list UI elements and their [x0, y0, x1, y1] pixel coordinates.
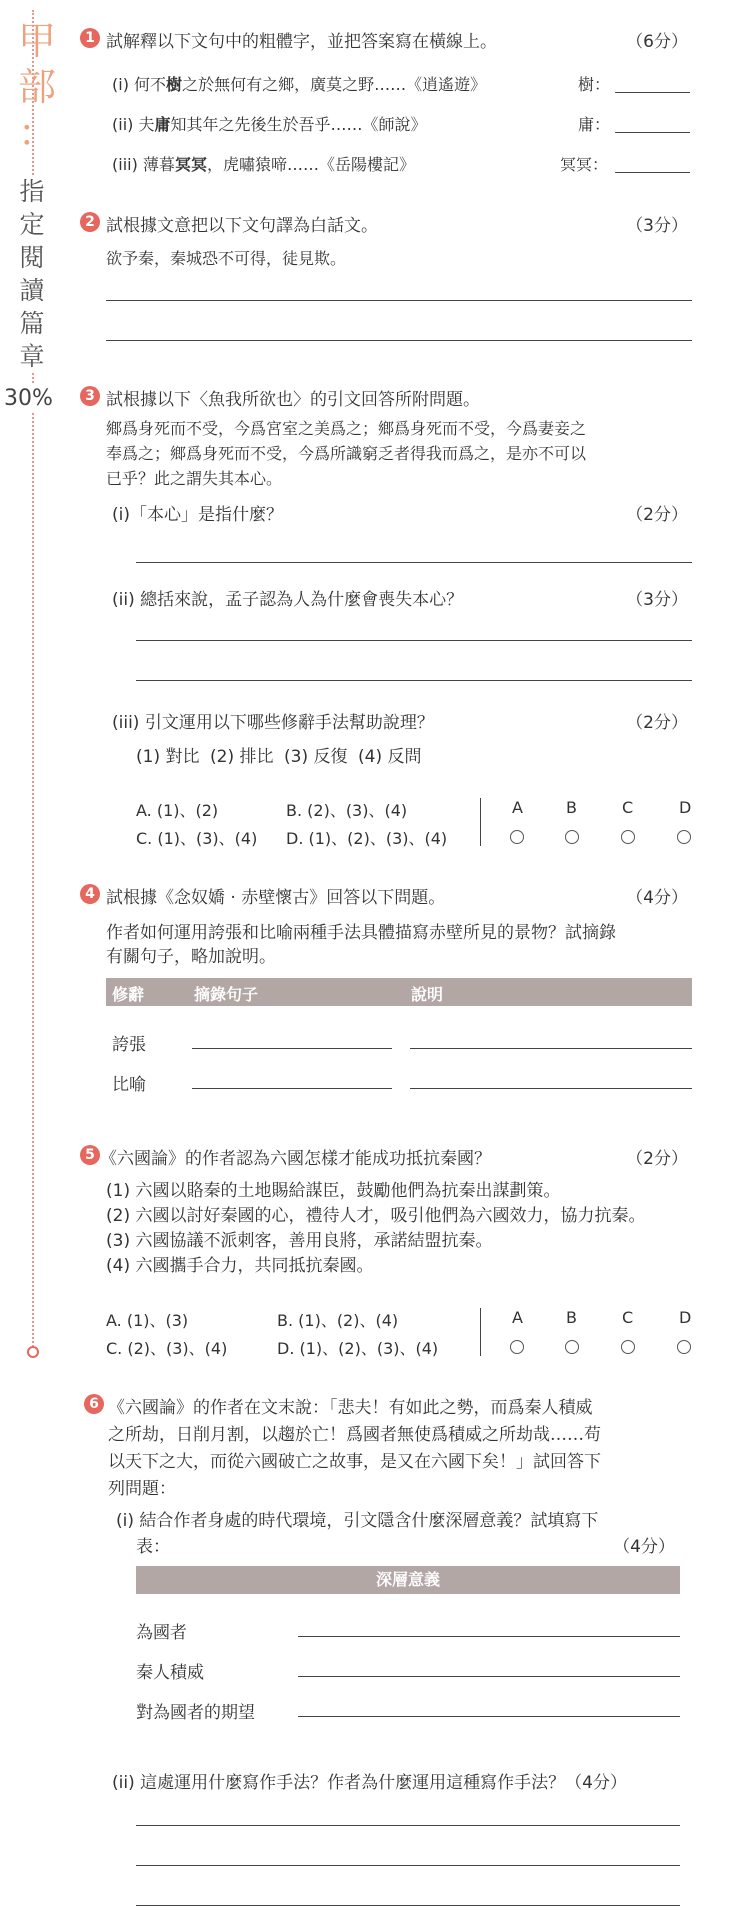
answer-bubble-a[interactable] — [510, 1340, 524, 1354]
section-title-char: ： — [18, 111, 57, 155]
answer-line[interactable] — [136, 680, 692, 681]
choice-letter: B — [566, 798, 577, 817]
q6-sub-i-cont: 表： — [136, 1537, 170, 1557]
q6-row-label: 秦人積威 — [136, 1663, 204, 1683]
q3-sub-ii-marks: （3分） — [626, 590, 688, 610]
q3-choice: A. (1)、(2) — [136, 801, 219, 820]
sub-label: (ii) — [112, 590, 135, 610]
q3-sub-iii — [112, 708, 434, 733]
q1-key-3: 冥冥： — [560, 155, 609, 174]
q5-prompt: 《六國論》的作者認為六國怎樣才能成功抵抗秦國？ — [100, 1149, 491, 1169]
sub-text: 總括來說，孟子認為人為什麼會喪失本心？ — [140, 590, 464, 610]
q5-choice: C. (2)、(3)、(4) — [106, 1339, 228, 1358]
answer-bubble-d[interactable] — [677, 830, 691, 844]
q5-choice: A. (1)、(3) — [106, 1311, 189, 1330]
q3-option: (3) 反復 — [284, 747, 348, 767]
item-label: (ii) — [112, 115, 134, 134]
answer-line[interactable] — [106, 300, 692, 301]
q1-marks: （6分） — [626, 32, 688, 52]
q1-key-1: 樹： — [578, 75, 611, 94]
item-label: (i) — [112, 75, 129, 94]
q6-passage-line: 以天下之大，而從六國破亡之故事，是又在六國下矣！」試回答下 — [108, 1452, 601, 1472]
q5-choice: B. (1)、(2)、(4) — [277, 1311, 399, 1330]
q1-item-2 — [112, 112, 427, 135]
answer-line[interactable] — [615, 92, 690, 93]
sub-label: (iii) — [112, 713, 140, 733]
item-label: (iii) — [112, 155, 138, 174]
answer-line[interactable] — [136, 1865, 680, 1866]
choice-letter: A — [512, 1308, 523, 1327]
q3-sub-ii — [112, 585, 463, 610]
item-text: 知其年之先後生於吾乎……《師說》 — [170, 115, 427, 134]
q4-row-label: 誇張 — [112, 1035, 146, 1055]
q3-choice: D. (1)、(2)、(3)、(4) — [286, 829, 448, 848]
question-number-6: 6 — [84, 1394, 104, 1414]
section-subtitle-char: 篇 — [19, 309, 45, 338]
item-text: 薄暮 — [142, 155, 175, 174]
q2-marks: （3分） — [626, 216, 688, 236]
item-text: 之於無何有之鄉，廣莫之野……《逍遙遊》 — [182, 75, 487, 94]
q6-passage-line: 列問題： — [108, 1479, 176, 1499]
answer-bubble-b[interactable] — [565, 1340, 579, 1354]
q4-marks: （4分） — [626, 888, 688, 908]
choice-letter: A — [512, 798, 523, 817]
section-subtitle-char: 章 — [19, 342, 45, 371]
answer-bubble-b[interactable] — [565, 830, 579, 844]
q3-prompt: 試根據以下〈魚我所欲也〉的引文回答所附問題。 — [106, 390, 480, 410]
q5-choice: D. (1)、(2)、(3)、(4) — [277, 1339, 439, 1358]
answer-line[interactable] — [106, 340, 692, 341]
item-bold-word: 庸 — [154, 115, 171, 134]
choice-letter: B — [566, 1308, 577, 1327]
sub-label: (ii) — [112, 1773, 135, 1793]
q3-sub-iii-marks: （2分） — [626, 713, 688, 733]
question-number-5: 5 — [80, 1145, 100, 1165]
choice-letter: C — [622, 798, 634, 817]
section-subtitle-char: 讀 — [19, 276, 45, 305]
section-title-char: 甲 — [18, 19, 57, 63]
q3-passage-line: 奉爲之；鄉爲身死而不受，今爲所識窮乏者得我而爲之，是亦不可以 — [106, 444, 587, 463]
header-cell: 修辭 — [112, 985, 145, 1004]
q3-sub-i — [112, 500, 283, 525]
q6-sub-i — [116, 1506, 598, 1531]
q1-prompt: 試解釋以下文句中的粗體字，並把答案寫在橫線上。 — [106, 32, 497, 52]
section-percent: 30% — [4, 386, 53, 411]
answer-bubble-a[interactable] — [510, 830, 524, 844]
q3-option: (2) 排比 — [210, 747, 274, 767]
answer-line[interactable] — [136, 640, 692, 641]
section-subtitle-char: 閱 — [19, 243, 45, 272]
q4-question-line: 作者如何運用誇張和比喻兩種手法具體描寫赤壁所見的景物？試摘錄 — [106, 923, 616, 943]
item-text: 何不 — [134, 75, 167, 94]
answer-line[interactable] — [136, 1825, 680, 1826]
q5-statement: (1) 六國以賂秦的土地賜給謀臣，鼓勵他們為抗秦出謀劃策。 — [106, 1181, 561, 1201]
item-text: ，虎嘯猿啼……《岳陽樓記》 — [206, 155, 415, 174]
section-subtitle-char: 定 — [19, 210, 45, 239]
answer-line[interactable] — [615, 132, 690, 133]
q6-sub-i-marks: （4分） — [613, 1537, 675, 1557]
q6-passage-line: 《六國論》的作者在文末說：「悲夫！有如此之勢，而爲秦人積威 — [108, 1398, 593, 1418]
q3-passage-line: 鄉爲身死而不受，今爲宮室之美爲之；鄉爲身死而不受，今爲妻妾之 — [106, 419, 587, 438]
q3-choice: B. (2)、(3)、(4) — [286, 801, 408, 820]
sub-text: 結合作者身處的時代環境，引文隱含什麼深層意義？試填寫下 — [139, 1511, 599, 1531]
answer-line[interactable] — [136, 562, 692, 563]
q5-marks: （2分） — [626, 1149, 688, 1169]
section-subtitle-char: 指 — [19, 177, 45, 206]
header-cell: 摘錄句子 — [194, 985, 259, 1004]
q1-item-3 — [112, 152, 415, 175]
question-number-2: 2 — [80, 212, 100, 232]
q3-choice: C. (1)、(3)、(4) — [136, 829, 258, 848]
answer-line[interactable] — [192, 1048, 392, 1049]
sub-text: 「本心」是指什麼？ — [130, 505, 283, 525]
sub-text: 這處運用什麼寫作手法？作者為什麼運用這種寫作手法？（4分） — [140, 1773, 627, 1793]
answer-bubble-c[interactable] — [621, 830, 635, 844]
choice-letter: D — [679, 1308, 692, 1327]
sub-label: (i) — [112, 505, 130, 525]
q3-option: (1) 對比 — [136, 747, 200, 767]
q3-passage-line: 已乎？此之謂失其本心。 — [106, 469, 283, 488]
answer-bubble-d[interactable] — [677, 1340, 691, 1354]
q6-passage-line: 之所劫，日削月割，以趨於亡！爲國者無使爲積威之所劫哉……苟 — [108, 1425, 601, 1445]
choice-divider — [480, 1308, 481, 1356]
question-number-4: 4 — [80, 884, 100, 904]
sidebar-end-dot — [27, 1346, 39, 1358]
q5-statement: (3) 六國協議不派刺客，善用良將，承諾結盟抗秦。 — [106, 1231, 493, 1251]
q4-table-header — [106, 978, 692, 1006]
answer-line[interactable] — [136, 1905, 680, 1906]
q5-statement: (4) 六國攜手合力，共同抵抗秦國。 — [106, 1256, 374, 1276]
section-title-char: 部 — [18, 65, 57, 109]
q1-key-2: 庸： — [578, 115, 611, 134]
q6-row-label: 對為國者的期望 — [136, 1703, 255, 1723]
choice-letter: C — [622, 1308, 634, 1327]
item-text: 夫 — [138, 115, 155, 134]
answer-line[interactable] — [192, 1088, 392, 1089]
sub-text: 引文運用以下哪些修辭手法幫助說理？ — [144, 713, 434, 733]
question-number-1: 1 — [80, 28, 100, 48]
choice-letter: D — [679, 798, 692, 817]
q4-prompt: 試根據《念奴嬌 · 赤壁懷古》回答以下問題。 — [106, 888, 446, 908]
q6-sub-ii — [112, 1768, 627, 1793]
answer-line[interactable] — [298, 1716, 680, 1717]
item-bold-word: 冥冥 — [174, 155, 207, 174]
q4-row-label: 比喻 — [112, 1075, 146, 1095]
answer-bubble-c[interactable] — [621, 1340, 635, 1354]
section-title — [18, 18, 57, 156]
answer-line[interactable] — [410, 1088, 692, 1089]
q2-prompt: 試根據文意把以下文句譯為白話文。 — [106, 216, 378, 236]
q4-question-line: 有關句子，略加說明。 — [106, 947, 276, 967]
q6-row-label: 為國者 — [136, 1623, 187, 1643]
q3-option: (4) 反問 — [358, 747, 422, 767]
header-cell: 說明 — [411, 985, 444, 1004]
q6-table-header: 深層意義 — [136, 1566, 680, 1594]
choice-divider — [480, 798, 481, 846]
sub-label: (i) — [116, 1511, 134, 1531]
question-number-3: 3 — [80, 386, 100, 406]
answer-line[interactable] — [298, 1636, 680, 1637]
item-bold-word: 樹 — [166, 75, 183, 94]
answer-line[interactable] — [298, 1676, 680, 1677]
section-subtitle — [18, 175, 46, 373]
answer-line[interactable] — [615, 172, 690, 173]
q1-item-1 — [112, 72, 486, 95]
answer-line[interactable] — [410, 1048, 692, 1049]
q2-sentence: 欲予秦，秦城恐不可得，徒見欺。 — [106, 249, 347, 268]
q5-statement: (2) 六國以討好秦國的心，禮待人才，吸引他們為六國效力，協力抗秦。 — [106, 1206, 646, 1226]
q3-sub-i-marks: （2分） — [626, 505, 688, 525]
